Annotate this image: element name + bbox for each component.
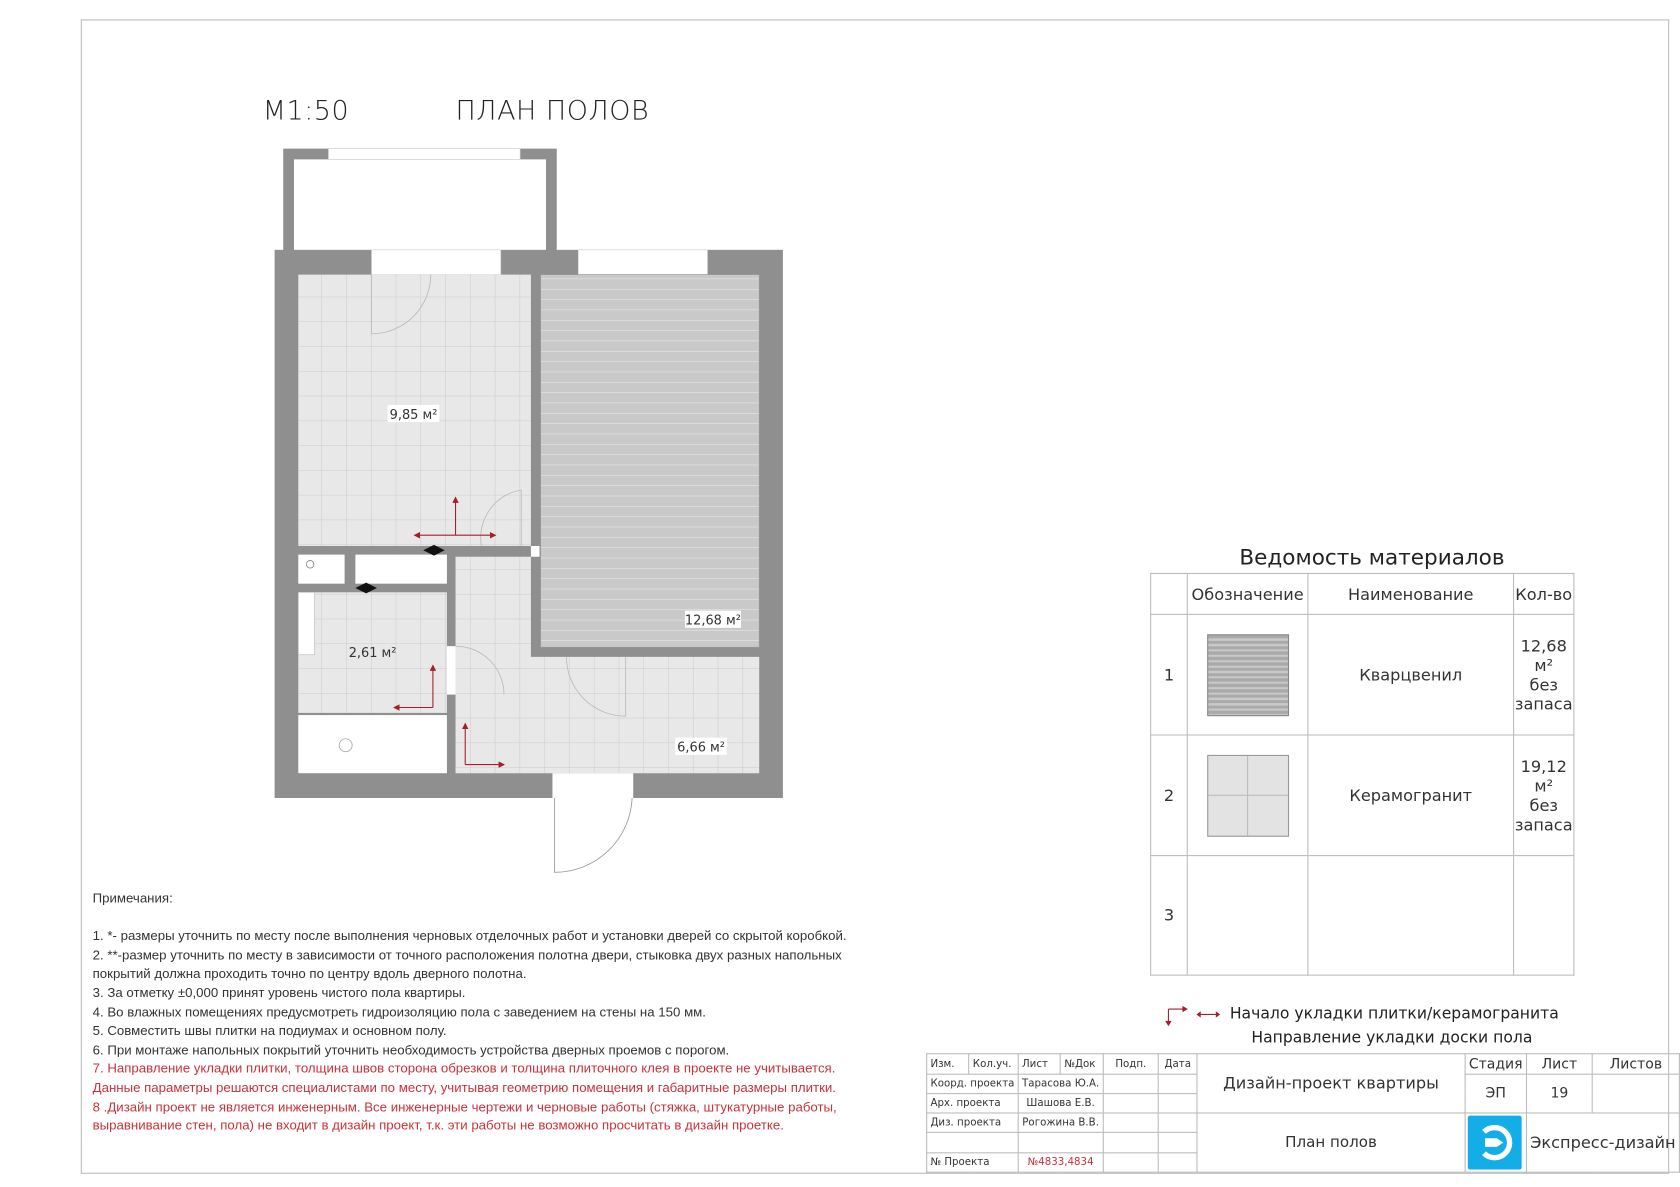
area-label: 9,85 м² [389,407,438,423]
layout-arrows-icon [1163,1004,1223,1028]
note-warning: 8 .Дизайн проект не является инженерным. Все инженерные чертежи и черновые работы (стяжка, штукатурные работы, [92,1099,837,1115]
company-name: Экспресс-дизайн [1526,1113,1679,1172]
page-title: ПЛАН ПОЛОВ [455,94,650,126]
stage-value: ЭП [1465,1074,1526,1113]
sheet-title: План полов [1197,1113,1465,1172]
balcony [294,159,546,252]
storage [355,555,447,584]
material-name: Кварцвенил [1308,614,1514,735]
materials-table [1150,573,1574,976]
note: 3. За отметку ±0,000 принят уровень чистого пола квартиры. [92,985,466,1001]
note: 6. При монтаже напольных покрытий уточнить необходимость устройства дверных проемов с порогом. [92,1042,730,1058]
area-label: 12,68 м² [684,613,741,629]
project-number: №4833,4834 [1018,1152,1103,1172]
window [372,250,501,275]
table-header [1151,573,1574,614]
notes-title: Примечания: [92,890,173,906]
window [578,250,707,275]
legend-tile-start: Начало укладки плитки/керамогранита [1229,1005,1559,1024]
area-label: 6,66 м² [677,740,725,756]
vinyl-swatch [1207,634,1289,716]
material-name: Керамогранит [1308,735,1514,856]
area-label: 2,61 м² [348,645,397,661]
project-title: Дизайн-проект квартиры [1197,1054,1465,1113]
legend-floor-direction: Направление укладки доски пола [1251,1029,1533,1047]
sheet-value: 19 [1526,1074,1592,1113]
room-bedroom [541,275,760,648]
note-warning: Данные параметры решаются специалистами по месту, учитывая геометрию помещения и габаритные размеры плитки. [92,1080,836,1096]
table-row: 3 [1151,856,1574,976]
scale-label: М1:50 [262,94,350,126]
table-row: 1 Кварцвенил 12,68 м² без запаса [1151,614,1574,735]
storage [298,555,344,584]
bathtub-area [298,715,447,773]
company-logo [1468,1116,1522,1170]
col-header: Обозначение [1187,573,1308,614]
table-row: 2 Керамогранит 19,12 м² без запаса [1151,735,1574,856]
tile-swatch [1207,754,1289,836]
note: покрытий должна проходить точно по центру вдоль дверного полотна. [92,966,527,982]
note: 4. Во влажных помещениях предусмотреть гидроизоляцию пола с заведением на стены на 150 мм. [92,1004,706,1020]
note: 1. *- размеры уточнить по месту после выполнения черновых отделочных работ и установки дверей со скрытой коробкой. [92,928,847,944]
note: 5. Совместить швы плитки на подиумах и основном полу. [92,1023,447,1039]
notes [93,890,911,1136]
materials-title: Ведомость материалов [1239,543,1505,570]
note: 2. **-размер уточнить по месту в зависимости от точного расположения полотна двери, стыковка двух разных напольных [92,947,842,963]
sheets-value [1592,1074,1679,1113]
col-header: Наименование [1308,573,1514,614]
note-warning: 7. Направление укладки плитки, толщина швов сторона обрезков и толщина плиточного клея в проекте не учитывается. [92,1061,836,1077]
entry-door [555,798,633,872]
note-warning: выравнивание стен, пола) не входит в дизайн проект, т.к. эти работы не возможно просчитать в дизайн проетке. [92,1117,784,1134]
entry-door-opening [552,773,633,798]
col-header: Кол-во [1514,573,1574,614]
title-block: Изм. Кол.уч. Лист №Док Подп. Дата Дизайн-проект квартиры Стадия Лист Листов Коорд. проекта Тарасова Ю.А. ЭП 19 Арх. проекта Шашова Е.В. Диз. проекта Рогожина В.В. План полов Экспресс-дизайн № Проекта №4833,4834 [926,1053,1680,1173]
